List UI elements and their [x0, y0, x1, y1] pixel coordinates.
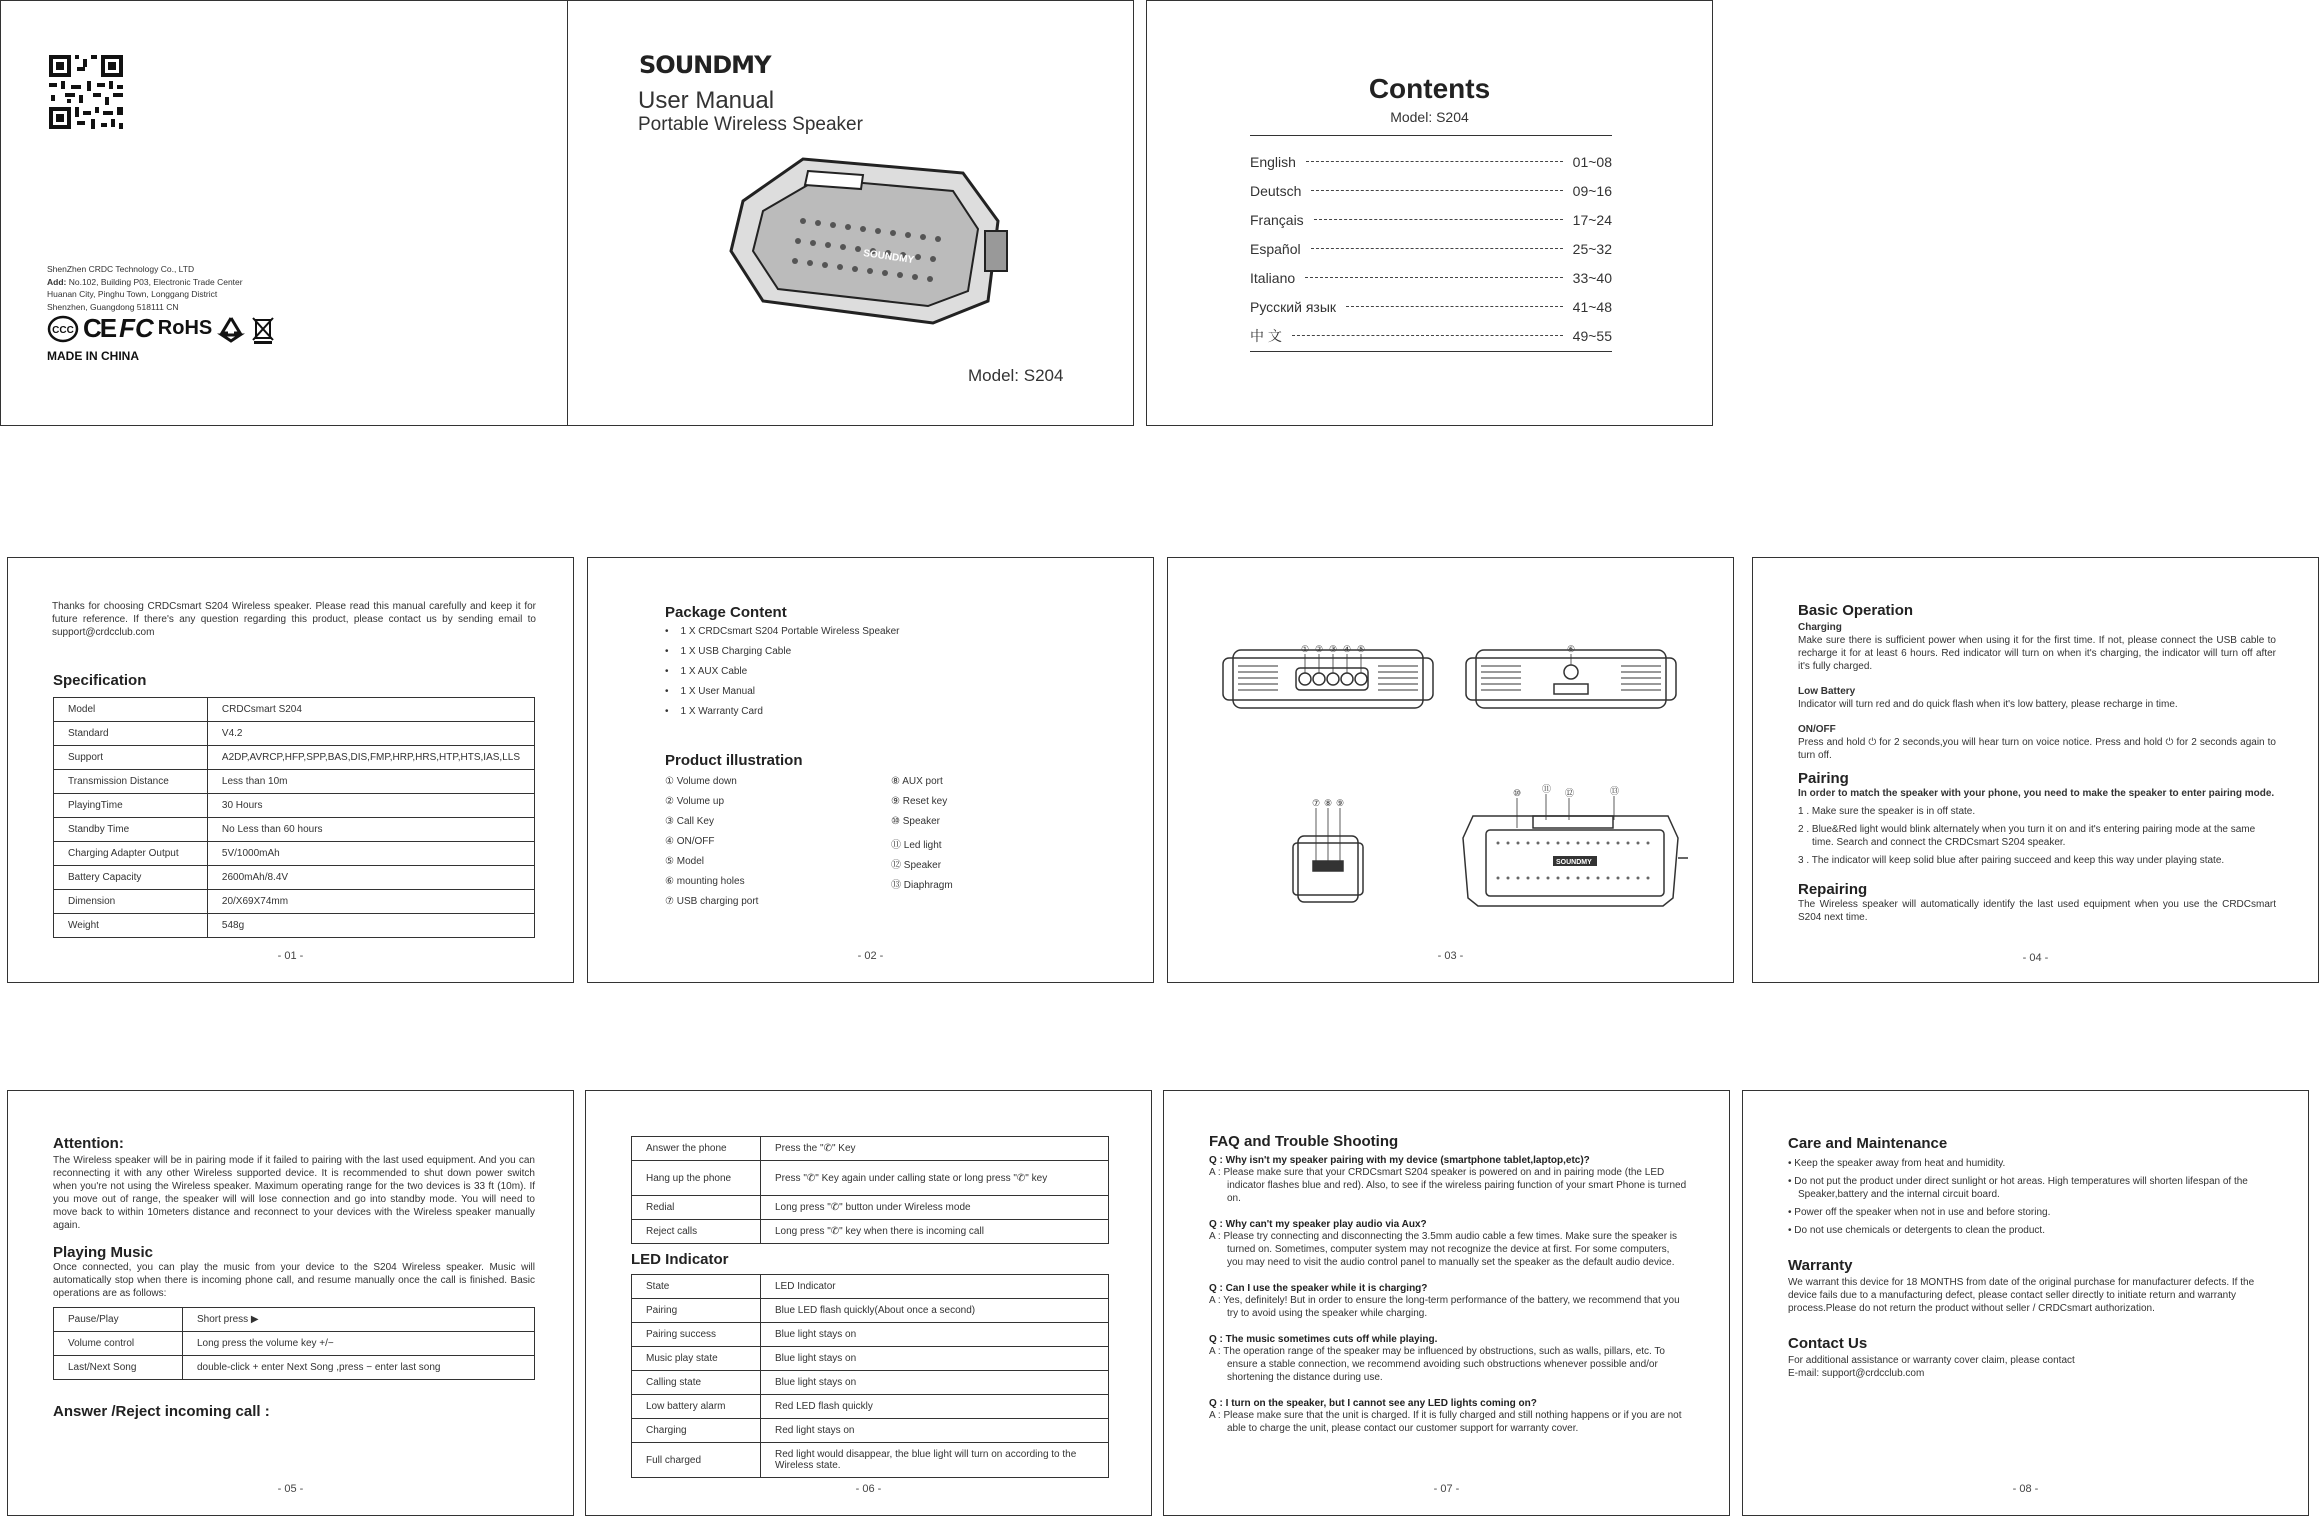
svg-text:②: ② [1315, 644, 1324, 654]
product-diagram [1168, 558, 1734, 958]
ce-mark-icon: CE [83, 313, 116, 343]
repairing-heading: Repairing [1798, 881, 1868, 898]
illustration-heading: Product illustration [665, 752, 803, 769]
address-line-2: Huanan City, Pinghu Town, Longgang District [47, 289, 218, 299]
contents-pages: 49~55 [1572, 327, 1612, 344]
svg-text:⑥: ⑥ [1567, 644, 1576, 654]
table-row [54, 722, 535, 746]
table-key: Hang up the phone [632, 1161, 761, 1196]
table-value: 548g [207, 914, 534, 938]
table-value: 20/X69X74mm [207, 890, 534, 914]
specification-heading: Specification [53, 672, 147, 689]
table-row [54, 794, 535, 818]
contents-item[interactable] [1250, 292, 1612, 321]
table-value: Press "✆" Key again under calling state or long press "✆" key [761, 1161, 1109, 1196]
contents-leader [1346, 306, 1563, 307]
table-row [54, 698, 535, 722]
made-in-label: MADE IN CHINA [47, 349, 139, 363]
table-row [632, 1347, 1109, 1371]
illustration-item: ① Volume down [665, 776, 737, 787]
company-name: ShenZhen CRDC Technology Co., LTD [47, 264, 195, 274]
contents-model: Model: S204 [1390, 109, 1469, 125]
illustration-right-list [891, 776, 953, 896]
table-row [632, 1220, 1109, 1244]
table-row [54, 914, 535, 938]
top-view-right [1466, 650, 1676, 708]
page-number: - 08 - [2012, 1483, 2039, 1495]
certification-marks [47, 313, 276, 344]
table-value: 2600mAh/8.4V [207, 866, 534, 890]
table-value: Blue light stays on [761, 1323, 1109, 1347]
faq-answer: A : Please make sure that the unit is charged. If it is fully charged and still nothing happens or if you are not able to charge the unit, please contact our customer support for warranty cover. [1209, 1410, 1682, 1434]
svg-text:CCC: CCC [52, 324, 74, 336]
care-heading: Care and Maintenance [1788, 1135, 1948, 1152]
illustration-item: ④ ON/OFF [665, 836, 715, 847]
onoff-heading: ON/OFF [1798, 724, 1836, 735]
attention-heading: Attention: [53, 1135, 124, 1152]
table-row [54, 1308, 535, 1332]
bullet-icon: • [1788, 1207, 1795, 1218]
contents-leader [1292, 335, 1563, 336]
table-row [54, 746, 535, 770]
table-value: Short press ▶ [183, 1308, 535, 1332]
table-value: CRDCsmart S204 [207, 698, 534, 722]
table-row [632, 1419, 1109, 1443]
page-number: - 01 - [277, 950, 304, 962]
illustration-item: ⑬ Diaphragm [891, 880, 953, 891]
weee-bin-icon [250, 314, 276, 344]
table-value: Blue light stays on [761, 1371, 1109, 1395]
faq-answer: A : Please try connecting and disconnecting the 3.5mm audio cable a few times. Make sure the speaker is turned on. Sometimes, computer system may not recognize the device at first. For some computers, you may need to visit the audio control panel to manually set the speaker as the default audio device. [1209, 1231, 1678, 1268]
page-04-panel [1752, 557, 2319, 983]
rohs-mark: RoHS [157, 317, 213, 339]
care-list [1788, 1157, 2268, 1237]
illustration-item: ⑤ Model [665, 856, 704, 867]
illustration-item: ⑧ AUX port [891, 776, 943, 787]
table-key: Reject calls [632, 1220, 761, 1244]
contents-pages: 41~48 [1572, 298, 1612, 315]
side-view [1293, 808, 1363, 902]
contents-lang: Español [1250, 240, 1301, 257]
svg-text:⑬: ⑬ [1610, 786, 1620, 796]
table-value: Press the "✆" Key [761, 1137, 1109, 1161]
illustration-item: ② Volume up [665, 796, 724, 807]
page-05-panel [7, 1090, 574, 1516]
attention-text: The Wireless speaker will be in pairing mode if it failed to pairing with the last used equipment. And you can reconnecting it with any other Wireless supported device. It is recommended to shut down power switch when you're not using the Wireless speaker. Maximum operating range for the two devices is 33 ft (10m). If you move out of range, the speaker will will lose connection and go into standby mode. You will need to move back to within 10meters distance and reconnect to your devices with the Wireless speaker manually again. [53, 1155, 535, 1231]
svg-text:SOUNDMY: SOUNDMY [1556, 859, 1592, 866]
table-key: Transmission Distance [54, 770, 208, 794]
qr-code-icon [47, 53, 125, 131]
pairing-steps [1798, 805, 2276, 867]
intro-text: Thanks for choosing CRDCsmart S204 Wireless speaker. Please read this manual carefully and keep it for future reference. If there's any question regarding this product, please contact us by sending email to support@crdcclub.com [52, 601, 536, 638]
basic-operation-heading: Basic Operation [1798, 602, 1914, 619]
pairing-step: 2 . Blue&Red light would blink alternately when you turn it on and it's entering pairing mode at the same time. Search and connect the CRDCsmart S204 speaker. [1798, 824, 2256, 848]
table-value: 30 Hours [207, 794, 534, 818]
svg-text:④: ④ [1343, 644, 1352, 654]
contents-list [1250, 147, 1612, 350]
warranty-text: We warrant this device for 18 MONTHS from date of the original purchase for manufacturer defects. If the device fails due to a manufacturing defect, please contact seller directly to initiate return and warranty process.Please do not return the product without seller / CRDCsmart authorization. [1788, 1277, 2255, 1314]
contents-pages: 33~40 [1572, 269, 1612, 286]
care-item [1788, 1175, 2268, 1201]
brand-logo: SOUNDMY [639, 51, 771, 79]
table-value: Long press "✆" button under Wireless mode [761, 1196, 1109, 1220]
table-key: Low battery alarm [632, 1395, 761, 1419]
table-value: Less than 10m [207, 770, 534, 794]
table-value: Long press the volume key +/− [183, 1332, 535, 1356]
care-text: Power off the speaker when not in use and before storing. [1794, 1207, 2051, 1218]
table-row [54, 818, 535, 842]
table-key: Pause/Play [54, 1308, 183, 1332]
faq-question: Q : Why isn't my speaker pairing with my device (smartphone tablet,laptop,etc)? [1209, 1155, 1590, 1166]
page-number: - 04 - [2022, 952, 2049, 964]
table-key: Full charged [632, 1443, 761, 1478]
table-row [632, 1323, 1109, 1347]
page-07-panel [1163, 1090, 1730, 1516]
table-value: 5V/1000mAh [207, 842, 534, 866]
contents-pages: 17~24 [1572, 211, 1612, 228]
faq-question: Q : Why can't my speaker play audio via Aux? [1209, 1219, 1427, 1230]
illustration-left-list [665, 776, 758, 916]
page-number: - 07 - [1433, 1483, 1460, 1495]
table-key: Volume control [54, 1332, 183, 1356]
table-row [632, 1275, 1109, 1299]
package-item: • 1 X User Manual [665, 686, 900, 706]
basic-operation-section [1798, 602, 2276, 924]
care-text: Keep the speaker away from heat and humidity. [1794, 1158, 2006, 1169]
table-key: Dimension [54, 890, 208, 914]
table-key: Battery Capacity [54, 866, 208, 890]
svg-text:⑩: ⑩ [1513, 788, 1522, 798]
page-number: - 05 - [277, 1483, 304, 1495]
svg-text:⑤: ⑤ [1357, 644, 1366, 654]
cover-front-panel [567, 0, 1134, 426]
charging-text: Make sure there is sufficient power when using it for the first time. If not, please connect the USB cable to recharge it for at least 6 hours. Red indicator will turn on when it's charging, the indicator will turn off after it's fully charged. [1798, 635, 2276, 672]
faq-question: Q : I turn on the speaker, but I cannot see any LED lights coming on? [1209, 1398, 1537, 1409]
faq-answer: A : Please make sure that your CRDCsmart S204 speaker is powered on and in pairing mode (the LED indicator flashes blue and red). Also, to see if the wireless pairing function of your smart Phone is turned on. [1209, 1167, 1687, 1204]
table-row [632, 1395, 1109, 1419]
table-value: Blue light stays on [761, 1347, 1109, 1371]
care-item [1788, 1224, 2268, 1237]
page-number: - 03 - [1437, 950, 1464, 962]
call-operations-table [631, 1136, 1109, 1244]
care-text: Do not use chemicals or detergents to clean the product. [1794, 1225, 2045, 1236]
specification-table [53, 697, 535, 938]
svg-text:SOUNDMY: SOUNDMY [862, 248, 915, 267]
contents-pages: 01~08 [1572, 153, 1612, 170]
table-value: A2DP,AVRCP,HFP,SPP,BAS,DIS,FMP,HRP,HRS,HTP,HTS,IAS,LLS [207, 746, 534, 770]
contents-panel [1146, 0, 1713, 426]
table-value: Red light would disappear, the blue light will turn on according to the Wireless state. [761, 1443, 1109, 1478]
recycle-icon [216, 315, 246, 343]
pairing-heading: Pairing [1798, 770, 1849, 787]
table-key: Charging [632, 1419, 761, 1443]
contents-item[interactable] [1250, 176, 1612, 205]
contents-lang: Deutsch [1250, 182, 1302, 199]
illustration-item: ⑩ Speaker [891, 816, 940, 827]
table-key: PlayingTime [54, 794, 208, 818]
table-row [54, 1332, 535, 1356]
led-indicator-heading: LED Indicator [631, 1251, 729, 1268]
address-line-1: Add: No.102, Building P03, Electronic Trade Center [47, 276, 243, 287]
table-key: Music play state [632, 1347, 761, 1371]
table-key: State [632, 1275, 761, 1299]
table-row [54, 890, 535, 914]
table-value: LED Indicator [761, 1275, 1109, 1299]
svg-text:⑫: ⑫ [1565, 788, 1575, 798]
page-02-panel [587, 557, 1154, 983]
contents-title: Contents [1368, 73, 1491, 104]
company-address [47, 263, 243, 313]
fcc-mark-icon: FC [119, 313, 154, 343]
charging-heading: Charging [1798, 622, 1842, 633]
package-heading: Package Content [665, 604, 787, 621]
answer-reject-heading: Answer /Reject incoming call : [53, 1403, 270, 1420]
table-key: Calling state [632, 1371, 761, 1395]
illustration-item: ③ Call Key [665, 816, 714, 827]
contents-item[interactable] [1250, 321, 1612, 350]
pairing-step: 1 . Make sure the speaker is in off state. [1798, 806, 1976, 817]
contents-lang: 中 文 [1250, 327, 1282, 344]
led-indicator-table [631, 1274, 1109, 1478]
bullet-icon: • [1788, 1225, 1795, 1236]
low-battery-text: Indicator will turn red and do quick flash when it's low battery, please recharge in time. [1798, 699, 2178, 710]
page-01-panel [7, 557, 574, 983]
table-key: Model [54, 698, 208, 722]
table-key: Pairing [632, 1299, 761, 1323]
table-row [632, 1299, 1109, 1323]
page-06-panel [585, 1090, 1152, 1516]
contents-pages: 25~32 [1572, 240, 1612, 257]
svg-text:⑧: ⑧ [1324, 798, 1333, 808]
table-key: Charging Adapter Output [54, 842, 208, 866]
address-line-3: Shenzhen, Guangdong 518111 CN [47, 301, 179, 312]
onoff-text: Press and hold ⏻ for 2 seconds,you will hear turn on voice notice. Press and hold ⏻ for 2 seconds again to turn off. [1798, 737, 2276, 761]
table-row [632, 1443, 1109, 1478]
faq-question: Q : Can I use the speaker while it is charging? [1209, 1283, 1428, 1294]
svg-text:③: ③ [1329, 644, 1338, 654]
contact-heading: Contact Us [1788, 1335, 1868, 1352]
table-row [632, 1196, 1109, 1220]
contents-item[interactable] [1250, 205, 1612, 234]
table-value: Red LED flash quickly [761, 1395, 1109, 1419]
manual-title: User Manual [638, 87, 775, 114]
table-value: V4.2 [207, 722, 534, 746]
care-item [1788, 1206, 2268, 1219]
cover-model: Model: S204 [968, 366, 1064, 385]
table-key: Answer the phone [632, 1137, 761, 1161]
table-row [632, 1137, 1109, 1161]
contents-leader [1311, 248, 1563, 249]
faq-answer: A : The operation range of the speaker may be influenced by obstructions, such as walls, pillars, etc. To ensure a stable connection, we recommend avoiding such obstructions whenever possible and/or shortening the distance during use. [1209, 1346, 1665, 1383]
contents-leader [1306, 161, 1563, 162]
contents-leader [1305, 277, 1563, 278]
svg-text:⑦: ⑦ [1312, 798, 1321, 808]
table-value: Red light stays on [761, 1419, 1109, 1443]
package-item: • 1 X AUX Cable [665, 666, 900, 686]
table-value: double-click + enter Next Song ,press − enter last song [183, 1356, 535, 1380]
faq-list [1209, 1141, 1687, 1435]
care-text: Do not put the product under direct sunlight or hot areas. High temperatures will shorten lifespan of the Speaker,battery and the internal circuit board. [1794, 1176, 2248, 1200]
contents-lang: Italiano [1250, 269, 1296, 286]
contents-item[interactable] [1250, 263, 1612, 292]
bullet-icon: • [1788, 1158, 1795, 1169]
faq-heading: FAQ and Trouble Shooting [1209, 1133, 1399, 1150]
table-value: No Less than 60 hours [207, 818, 534, 842]
contents-leader [1314, 219, 1563, 220]
table-key: Support [54, 746, 208, 770]
illustration-item: ⑪ Led light [891, 840, 942, 851]
top-view-left [1223, 650, 1433, 708]
table-key: Standby Time [54, 818, 208, 842]
repairing-text: The Wireless speaker will automatically identify the last used equipment when you use the CRDCsmart S204 next time. [1798, 899, 2276, 923]
table-row [54, 866, 535, 890]
table-key: Last/Next Song [54, 1356, 183, 1380]
low-battery-heading: Low Battery [1798, 686, 1856, 697]
pairing-step: 3 . The indicator will keep solid blue after pairing succeed and keep this way under playing state. [1798, 855, 2225, 866]
table-key: Standard [54, 722, 208, 746]
pairing-intro: In order to match the speaker with your phone, you need to make the speaker to enter pairing mode. [1798, 788, 2275, 799]
manual-subtitle: Portable Wireless Speaker [638, 114, 863, 135]
music-operations-table [53, 1307, 535, 1380]
contents-lang: Français [1250, 211, 1304, 228]
package-list [665, 626, 900, 726]
warranty-heading: Warranty [1788, 1257, 1853, 1274]
table-value: Long press "✆" key when there is incoming call [761, 1220, 1109, 1244]
table-key: Pairing success [632, 1323, 761, 1347]
illustration-item: ⑨ Reset key [891, 796, 948, 807]
package-item: • 1 X CRDCsmart S204 Portable Wireless Speaker [665, 626, 900, 646]
faq-question: Q : The music sometimes cuts off while playing. [1209, 1334, 1438, 1345]
contents-item[interactable] [1250, 147, 1612, 176]
page-number: - 02 - [857, 950, 884, 962]
table-row [54, 770, 535, 794]
ccc-mark-icon [47, 315, 79, 343]
playing-music-heading: Playing Music [53, 1244, 154, 1261]
contact-email: E-mail: support@crdcclub.com [1788, 1368, 1925, 1379]
package-item: • 1 X USB Charging Cable [665, 646, 900, 666]
speaker-image [723, 151, 1013, 331]
table-row [632, 1371, 1109, 1395]
svg-text:⑪: ⑪ [1542, 784, 1552, 794]
package-item: • 1 X Warranty Card [665, 706, 900, 726]
playing-music-text: Once connected, you can play the music from your device to the S204 Wireless speaker. Music will automatically stop when there is incoming phone call, and resume manually once the call is finished. Basic operations are as follows: [53, 1262, 535, 1299]
svg-text:⑨: ⑨ [1336, 798, 1345, 808]
page-number: - 06 - [855, 1483, 882, 1495]
faq-answer: A : Yes, definitely! But in order to ensure the long-term performance of the battery, we recommend that you try to avoid using the speaker while charging. [1209, 1295, 1680, 1319]
contents-item[interactable] [1250, 234, 1612, 263]
care-item [1788, 1157, 2268, 1170]
table-row [632, 1161, 1109, 1196]
bullet-icon: • [1788, 1176, 1795, 1187]
page-03-panel [1167, 557, 1734, 983]
table-value: Blue LED flash quickly(About once a second) [761, 1299, 1109, 1323]
illustration-item: ⑫ Speaker [891, 860, 942, 871]
page-08-panel [1742, 1090, 2309, 1516]
svg-text:①: ① [1301, 644, 1310, 654]
illustration-item: ⑦ USB charging port [665, 896, 759, 907]
contents-lang: English [1250, 153, 1296, 170]
illustration-item: ⑥ mounting holes [665, 876, 745, 887]
contents-lang: Русский язык [1250, 298, 1337, 315]
cover-back-panel [0, 0, 568, 426]
contents-pages: 09~16 [1572, 182, 1612, 199]
table-key: Weight [54, 914, 208, 938]
table-key: Redial [632, 1196, 761, 1220]
contact-text: For additional assistance or warranty cover claim, please contact [1788, 1355, 2075, 1366]
table-row [54, 1356, 535, 1380]
contents-leader [1311, 190, 1562, 191]
table-row [54, 842, 535, 866]
